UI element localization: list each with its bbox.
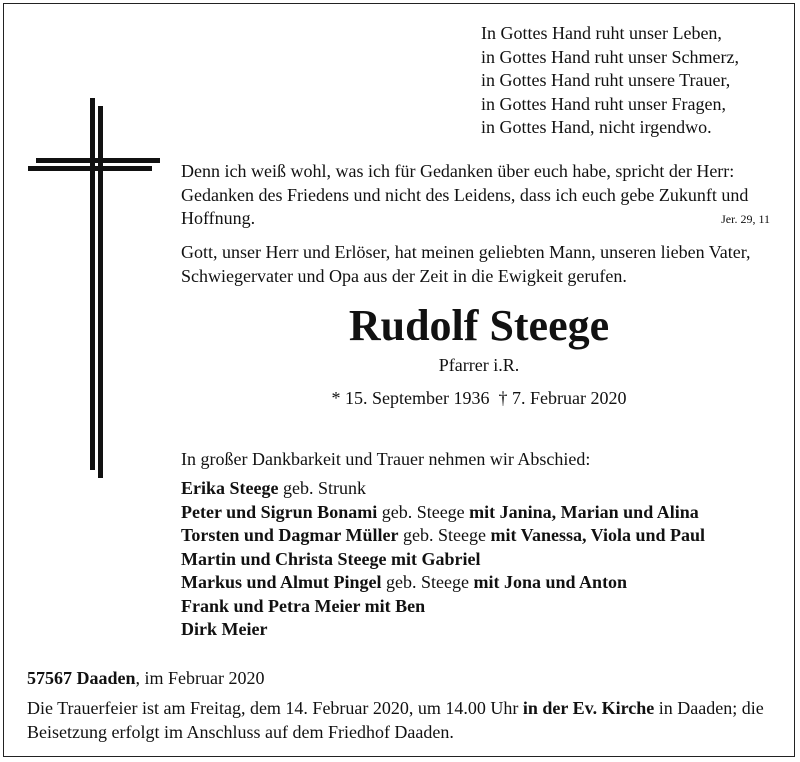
poem-line: in Gottes Hand, nicht irgendwo. <box>481 117 712 137</box>
list-item <box>181 524 705 548</box>
poem-line: in Gottes Hand ruht unsere Trauer, <box>481 70 731 90</box>
place-city: 57567 Daaden <box>27 668 136 688</box>
mourner-note: geb. Steege <box>381 572 474 592</box>
mourner-name: Torsten und Dagmar Müller <box>181 525 399 545</box>
mourner-name: Dirk Meier <box>181 619 268 639</box>
verse-reference: Jer. 29, 11 <box>721 212 770 226</box>
farewell-text: In großer Dankbarkeit und Trauer nehmen wir Abschied: <box>181 449 591 469</box>
mourner-note: geb. Steege <box>398 525 491 545</box>
poem-line: in Gottes Hand ruht unser Fragen, <box>481 93 726 114</box>
mourner-family: mit Janina, Marian und Alina <box>469 501 699 522</box>
list-item <box>181 571 705 595</box>
list-item <box>181 548 705 572</box>
poem <box>481 22 739 140</box>
mourner-note: geb. Strunk <box>278 478 366 498</box>
mourner-name: Peter und Sigrun Bonami <box>181 501 378 522</box>
deceased-title: Pfarrer i.R. <box>438 355 520 375</box>
deceased-name: Rudolf Steege <box>348 301 610 350</box>
funeral-text: Die Trauerfeier ist am Freitag, dem 14. Februar 2020, um 14.00 Uhr <box>27 698 523 718</box>
funeral-text-rest: in Daaden; die Beisetzung erfolgt im Anschluss auf dem Friedhof Daaden. <box>27 698 764 742</box>
poem-line: in Gottes Hand ruht unser Schmerz, <box>481 46 739 67</box>
poem-line: In Gottes Hand ruht unser Leben, <box>481 23 722 43</box>
mourner-family: mit Vanessa, Viola und Paul <box>490 525 706 545</box>
list-item <box>181 618 705 642</box>
verse-text: Denn ich weiß wohl, was ich für Gedanken über euch habe, spricht der Herr: Gedanken des Friedens und nicht des Leidens, dass ich euch gebe Zukunft und Hoffnung. <box>181 161 749 228</box>
mourners-list <box>181 477 705 642</box>
place-date <box>27 667 265 689</box>
mourner-name: Martin und Christa Steege mit Gabriel <box>181 548 481 569</box>
mourner-name: Frank und Petra Meier mit Ben <box>181 595 426 616</box>
mourner-name: Markus und Almut Pingel <box>181 572 382 592</box>
mourner-family: mit Jona und Anton <box>473 572 628 592</box>
list-item <box>181 501 705 525</box>
place-month: , im Februar 2020 <box>135 668 265 688</box>
list-item <box>181 595 705 619</box>
list-item <box>181 477 705 501</box>
bible-verse <box>181 160 773 231</box>
funeral-info <box>27 697 779 744</box>
mourner-note: geb. Steege <box>377 501 470 522</box>
life-dates: * 15. September 1936 † 7. Februar 2020 <box>331 388 627 408</box>
cross-icon <box>28 98 160 478</box>
funeral-location: in der Ev. Kirche <box>522 698 655 718</box>
intro-text: Gott, unser Herr und Erlöser, hat meinen geliebten Mann, unseren lieben Vater, Schwiegervater und Opa aus der Zeit in die Ewigkeit gerufen. <box>181 242 751 286</box>
mourner-name: Erika Steege <box>181 478 279 498</box>
